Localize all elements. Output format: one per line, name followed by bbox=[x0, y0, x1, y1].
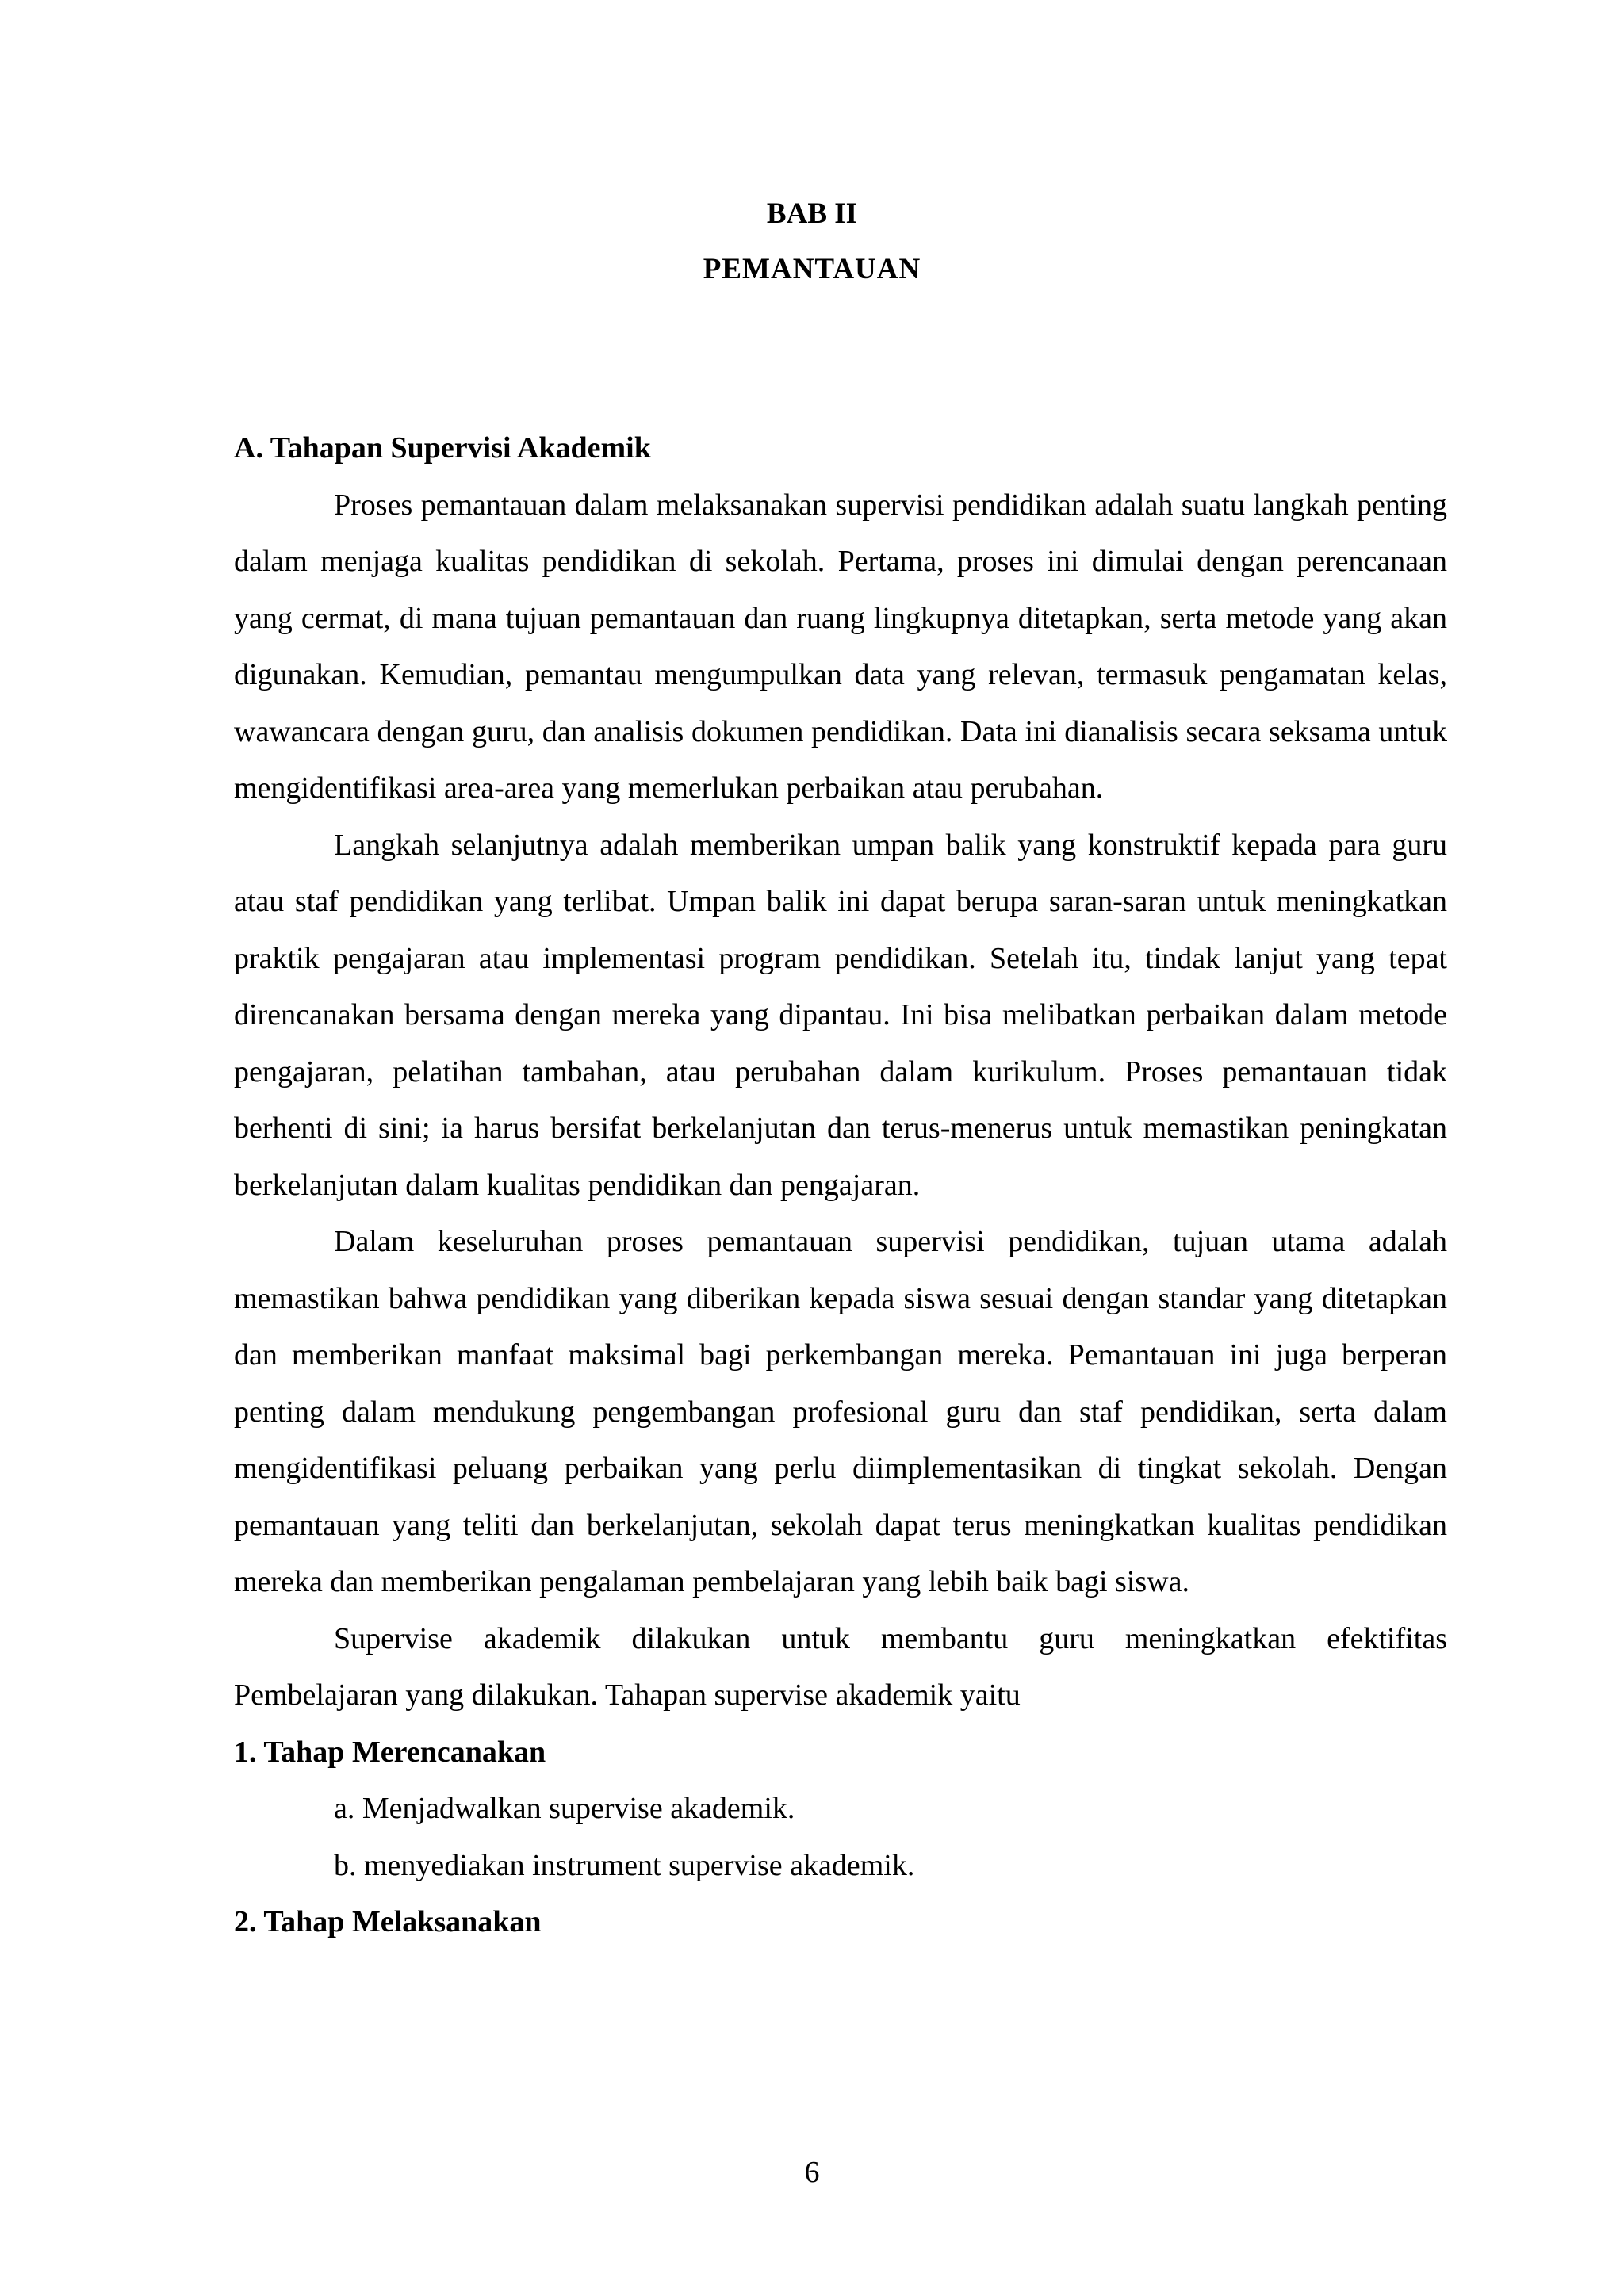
list-item: b. menyediakan instrument supervise akademik. bbox=[334, 1848, 915, 1882]
chapter-title: PEMANTAUAN bbox=[703, 253, 921, 285]
chapter-number: BAB II bbox=[766, 197, 858, 230]
list-item: a. Menjadwalkan supervise akademik. bbox=[334, 1792, 795, 1825]
step-heading-2: 2. Tahap Melaksanakan bbox=[234, 1905, 542, 1938]
page-number: 6 bbox=[804, 2156, 820, 2189]
section-heading: A. Tahapan Supervisi Akademik bbox=[234, 431, 651, 465]
paragraph-3: Dalam keseluruhan proses pemantauan supervisi pendidikan, tujuan utama adalah memastikan bahwa pendidikan yang diberikan kepada siswa sesuai dengan standar yang ditetapkan dan memberikan manfaat maksimal bagi perkembangan mereka. Pemantauan ini juga berperan penting dalam mendukung pengembangan profesional guru dan staf pendidikan, serta dalam mengidentifikasi peluang perbaikan yang perlu diimplementasikan di tingkat sekolah. Dengan pemantauan yang teliti dan berkelanjutan, sekolah dapat terus meningkatkan kualitas pendidikan mereka dan memberikan pengalaman pembelajaran yang lebih baik bagi siswa. bbox=[234, 1225, 1447, 1598]
document-body bbox=[234, 420, 1447, 1951]
step-heading-1: 1. Tahap Merencanakan bbox=[234, 1735, 546, 1769]
paragraph-1: Proses pemantauan dalam melaksanakan supervisi pendidikan adalah suatu langkah penting dalam menjaga kualitas pendidikan di sekolah. Pertama, proses ini dimulai dengan perencanaan yang cermat, di mana tujuan pemantauan dan ruang lingkupnya ditetapkan, serta metode yang akan digunakan. Kemudian, pemantau mengumpulkan data yang relevan, termasuk pengamatan kelas, wawancara dengan guru, dan analisis dokumen pendidikan. Data ini dianalisis secara seksama untuk mengidentifikasi area-area yang memerlukan perbaikan atau perubahan. bbox=[234, 488, 1447, 805]
paragraph-4: Supervise akademik dilakukan untuk membantu guru meningkatkan efektifitas Pembelajaran yang dilakukan. Tahapan supervise akademik yaitu bbox=[234, 1621, 1447, 1712]
paragraph-2: Langkah selanjutnya adalah memberikan umpan balik yang konstruktif kepada para guru atau staf pendidikan yang terlibat. Umpan balik ini dapat berupa saran-saran untuk meningkatkan praktik pengajaran atau implementasi program pendidikan. Setelah itu, tindak lanjut yang tepat direncanakan bersama dengan mereka yang dipantau. Ini bisa melibatkan perbaikan dalam metode pengajaran, pelatihan tambahan, atau perubahan dalam kurikulum. Proses pemantauan tidak berhenti di sini; ia harus bersifat berkelanjutan dan terus-menerus untuk memastikan peningkatan berkelanjutan dalam kualitas pendidikan dan pengajaran. bbox=[234, 828, 1447, 1202]
